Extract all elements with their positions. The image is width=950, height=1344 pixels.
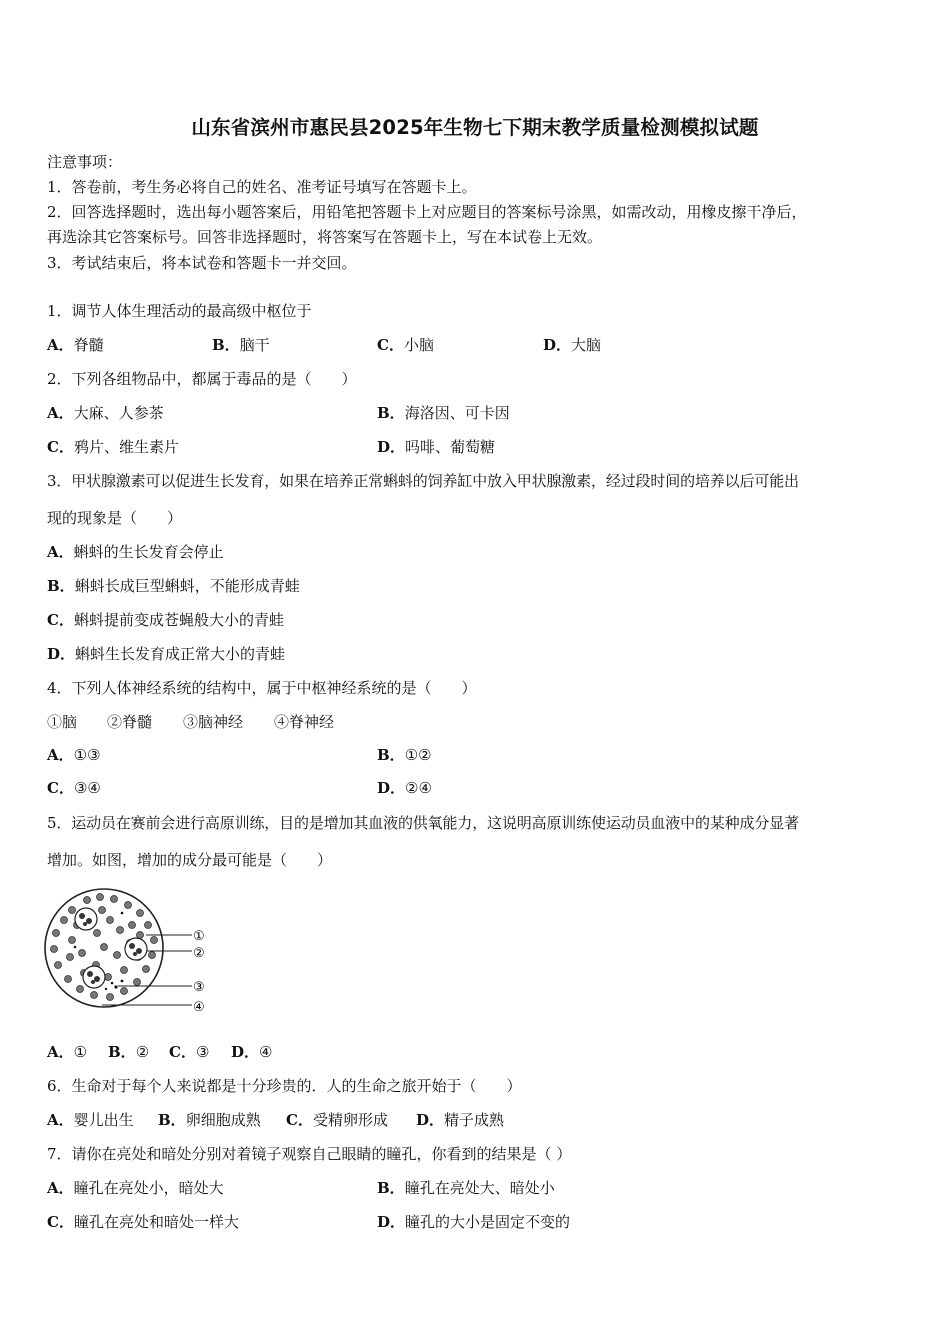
choice-item: ①脑 [47, 713, 78, 731]
option-label: B． [47, 577, 75, 595]
question-stem: 现的现象是（ ） [47, 509, 183, 527]
option-b [108, 1042, 149, 1062]
option-text: ④ [259, 1043, 273, 1061]
option-label: D． [416, 1111, 445, 1129]
option-text: 瞳孔在亮处和暗处一样大 [73, 1213, 239, 1231]
option-c [47, 1212, 239, 1232]
option-label: A． [47, 1179, 74, 1197]
option-text: 小脑 [403, 336, 434, 354]
option-text: 鸦片、维生素片 [73, 438, 179, 456]
question-stem: 增加。如图，增加的成分最可能是（ ） [47, 851, 333, 869]
option-label: B． [377, 746, 405, 764]
option-a [47, 745, 101, 765]
option-text: 蝌蚪长成巨型蝌蚪，不能形成青蛙 [74, 577, 300, 595]
option-label: D． [377, 779, 406, 797]
option-d [377, 437, 495, 457]
option-c [47, 610, 284, 630]
option-c [47, 437, 179, 457]
option-text: 吗啡、葡萄糖 [405, 438, 496, 456]
option-c [47, 778, 101, 798]
option-d [47, 644, 285, 664]
option-text: 卵细胞成熟 [185, 1111, 261, 1129]
option-c [377, 335, 434, 355]
option-a [47, 542, 224, 562]
option-text: 蝌蚪的生长发育会停止 [73, 543, 224, 561]
question-stem: 3．甲状腺激素可以促进生长发育，如果在培养正常蝌蚪的饲养缸中放入甲状腺激素，经过段时间的培养以后可能出 [47, 472, 799, 490]
option-a [47, 403, 164, 423]
notice-item: 2．回答选择题时，选出每小题答案后，用铅笔把答题卡上对应题目的答案标号涂黑，如需改动，用橡皮擦干净后， [47, 203, 807, 221]
option-text: 蝌蚪提前变成苍蝇般大小的青蛙 [73, 611, 284, 629]
option-text: 瞳孔在亮处大、暗处小 [404, 1179, 555, 1197]
question-stem: 7．请你在亮处和暗处分别对着镜子观察自己眼睛的瞳孔，你看到的结果是（ ） [47, 1145, 572, 1163]
option-label: B． [212, 336, 240, 354]
option-label: D． [377, 1213, 406, 1231]
option-text: 海洛因、可卡因 [404, 404, 510, 422]
option-label: B． [377, 404, 405, 422]
option-label: C． [47, 611, 74, 629]
question-stem: 6．生命对于每个人来说都是十分珍贵的．人的生命之旅开始于（ ） [47, 1077, 522, 1095]
page-title: 山东省滨州市惠民县2025年生物七下期末教学质量检测模拟试题 [191, 116, 759, 139]
option-label: B． [108, 1043, 136, 1061]
option-b [377, 403, 510, 423]
option-text: ③④ [73, 779, 101, 797]
option-label: C． [47, 438, 74, 456]
figure-label-3: ③ [193, 980, 205, 995]
question-stem: 1．调节人体生理活动的最高级中枢位于 [47, 302, 312, 320]
option-label: A． [47, 543, 74, 561]
figure-label-4: ④ [193, 1000, 205, 1015]
option-text: 大麻、人参茶 [73, 404, 164, 422]
question-stem: 4．下列人体神经系统的结构中，属于中枢神经系统的是（ ） [47, 679, 477, 697]
question-stem: 2．下列各组物品中，都属于毒品的是（ ） [47, 370, 357, 388]
figure-label-1: ① [193, 929, 205, 944]
option-d [543, 335, 601, 355]
choice-item: ④脊神经 [274, 713, 335, 731]
option-text: 精子成熟 [444, 1111, 505, 1129]
option-d [377, 1212, 570, 1232]
option-label: A． [47, 1111, 74, 1129]
option-label: C． [47, 779, 74, 797]
option-label: B． [377, 1179, 405, 1197]
figure-label-2: ② [193, 946, 205, 961]
option-text: 脑干 [239, 336, 270, 354]
option-b [47, 576, 300, 596]
option-b [158, 1110, 261, 1130]
option-text: ②④ [405, 779, 432, 797]
option-label: A． [47, 336, 74, 354]
option-b [212, 335, 270, 355]
option-a [47, 335, 104, 355]
notice-item: 3．考试结束后，将本试卷和答题卡一并交回。 [47, 254, 357, 272]
notice-item: 1．答卷前，考生务必将自己的姓名、准考证号填写在答题卡上。 [47, 178, 477, 196]
notice-item: 再选涂其它答案标号。回答非选择题时，将答案写在答题卡上，写在本试卷上无效。 [47, 228, 603, 246]
option-a [47, 1178, 224, 1198]
notice-heading: 注意事项： [47, 153, 123, 171]
option-label: A． [47, 1043, 74, 1061]
option-a [47, 1042, 87, 1062]
option-text: 受精卵形成 [312, 1111, 388, 1129]
option-text: ①② [404, 746, 432, 764]
option-c [169, 1042, 209, 1062]
option-text: 大脑 [571, 336, 602, 354]
choice-item: ②脊髓 [107, 713, 153, 731]
option-b [377, 1178, 555, 1198]
option-label: A． [47, 746, 74, 764]
option-label: C． [377, 336, 404, 354]
option-text: 婴儿出生 [73, 1111, 134, 1129]
option-c [286, 1110, 388, 1130]
option-a [47, 1110, 134, 1130]
option-label: C． [286, 1111, 313, 1129]
question-stem: 5．运动员在赛前会进行高原训练，目的是增加其血液的供氧能力，这说明高原训练使运动员血液中的某种成分显著 [47, 814, 799, 832]
option-label: D． [543, 336, 572, 354]
option-label: D． [47, 645, 76, 663]
option-text: 瞳孔的大小是固定不变的 [405, 1213, 571, 1231]
option-label: D． [377, 438, 406, 456]
choice-item: ③脑神经 [183, 713, 244, 731]
option-label: B． [158, 1111, 186, 1129]
option-text: 瞳孔在亮处小，暗处大 [73, 1179, 224, 1197]
option-text: ①③ [73, 746, 101, 764]
option-label: A． [47, 404, 74, 422]
option-label: C． [169, 1043, 196, 1061]
option-label: D． [231, 1043, 260, 1061]
option-text: ③ [195, 1043, 210, 1061]
blood-cell-figure [42, 885, 217, 1020]
option-d [377, 778, 432, 798]
option-d [416, 1110, 504, 1130]
option-text: 脊髓 [73, 336, 104, 354]
option-label: C． [47, 1213, 74, 1231]
option-b [377, 745, 432, 765]
option-text: ② [135, 1043, 150, 1061]
option-text: ① [73, 1043, 88, 1061]
option-text: 蝌蚪生长发育成正常大小的青蛙 [75, 645, 286, 663]
option-d [231, 1042, 272, 1062]
